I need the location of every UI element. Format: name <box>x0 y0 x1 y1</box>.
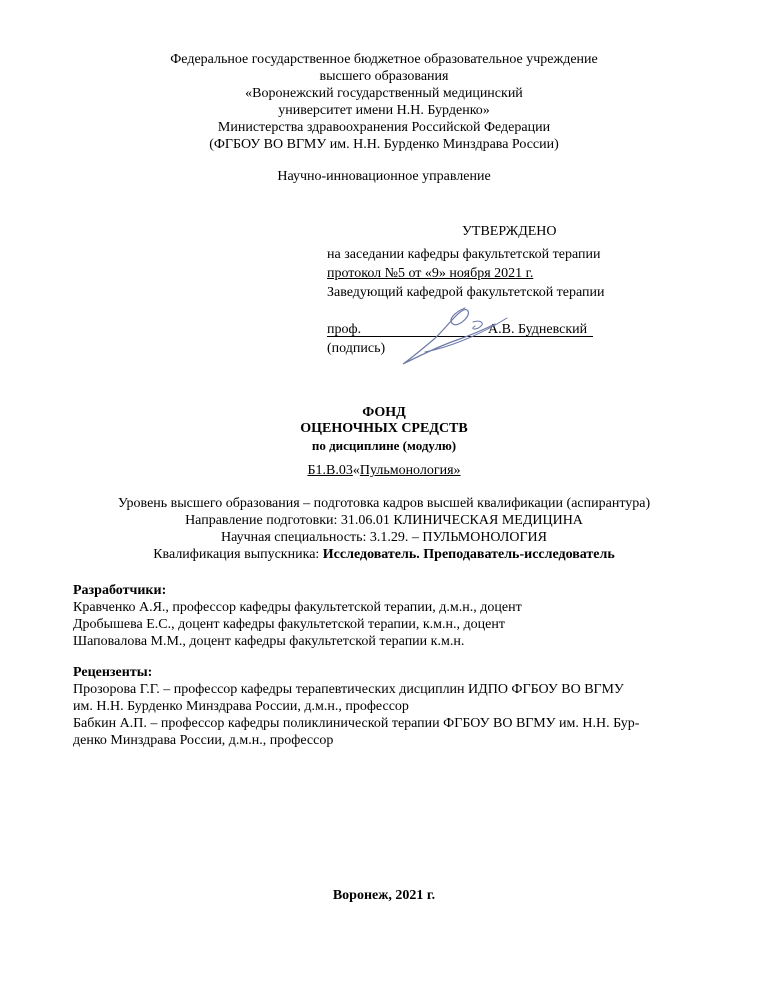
qualification-value: Исследователь. Преподаватель-исследователь <box>322 547 615 562</box>
graduate-qualification <box>0 547 768 563</box>
title-line-2: ОЦЕНОЧНЫХ СРЕДСТВ <box>300 421 468 436</box>
developers-heading: Разработчики: <box>73 583 167 598</box>
education-level: Уровень высшего образования – подготовка кадров высшей квалификации (аспирантура) <box>117 496 651 511</box>
approval-protocol: протокол №5 от «9» ноября 2021 г. <box>327 266 534 281</box>
reviewer-item: им. Н.Н. Бурденко Минздрава России, д.м.н., профессор <box>73 699 409 714</box>
approval-meeting: на заседании кафедры факультетской терапии <box>327 247 601 262</box>
approval-head: Заведующий кафедрой факультетской терапии <box>327 285 605 300</box>
reviewer-item: Прозорова Г.Г. – профессор кафедры терапевтических дисциплин ИДПО ФГБОУ ВО ВГМУ <box>73 682 624 697</box>
discipline-line <box>0 463 768 479</box>
discipline-name: Пульмонология» <box>359 463 461 478</box>
developer-item: Дробышева Е.С., доцент кафедры факультетской терапии, к.м.н., доцент <box>73 617 505 632</box>
reviewer-item: Бабкин А.П. – профессор кафедры поликлинической терапии ФГБОУ ВО ВГМУ им. Н.Н. Бур- <box>73 716 640 731</box>
department-name: Научно-инновационное управление <box>277 169 491 184</box>
discipline-quote: « <box>352 463 360 478</box>
approval-rank: проф. <box>327 322 362 337</box>
scientific-specialty: Научная специальность: 3.1.29. – ПУЛЬМОНОЛОГИЯ <box>220 530 547 545</box>
header-line-3: «Воронежский государственный медицинский <box>245 86 523 101</box>
title-line-3: по дисциплине (модулю) <box>311 438 457 453</box>
reviewers-heading: Рецензенты: <box>73 665 153 680</box>
approval-title: УТВЕРЖДЕНО <box>462 224 557 239</box>
training-direction: Направление подготовки: 31.06.01 КЛИНИЧЕСКАЯ МЕДИЦИНА <box>185 513 583 528</box>
signature-caption: (подпись) <box>327 341 386 356</box>
header-line-2: высшего образования <box>319 69 449 84</box>
developer-item: Шаповалова М.М., доцент кафедры факультетской терапии к.м.н. <box>73 634 465 649</box>
qualification-label: Квалификация выпускника: <box>153 547 323 562</box>
handwritten-signature <box>395 300 515 370</box>
approval-name: А.В. Будневский <box>488 322 588 337</box>
reviewer-item: денко Минздрава России, д.м.н., профессор <box>73 733 334 748</box>
header-line-1: Федеральное государственное бюджетное образовательное учреждение <box>170 52 598 67</box>
developer-item: Кравченко А.Я., профессор кафедры факультетской терапии, д.м.н., доцент <box>73 600 522 615</box>
header-line-4: университет имени Н.Н. Бурденко» <box>278 103 490 118</box>
header-line-6: (ФГБОУ ВО ВГМУ им. Н.Н. Бурденко Минздрава России) <box>209 137 559 152</box>
city-year: Воронеж, 2021 г. <box>332 888 436 903</box>
title-line-1: ФОНД <box>362 405 406 420</box>
header-line-5: Министерства здравоохранения Российской Федерации <box>217 120 551 135</box>
discipline-code: Б1.В.03 <box>307 463 353 478</box>
